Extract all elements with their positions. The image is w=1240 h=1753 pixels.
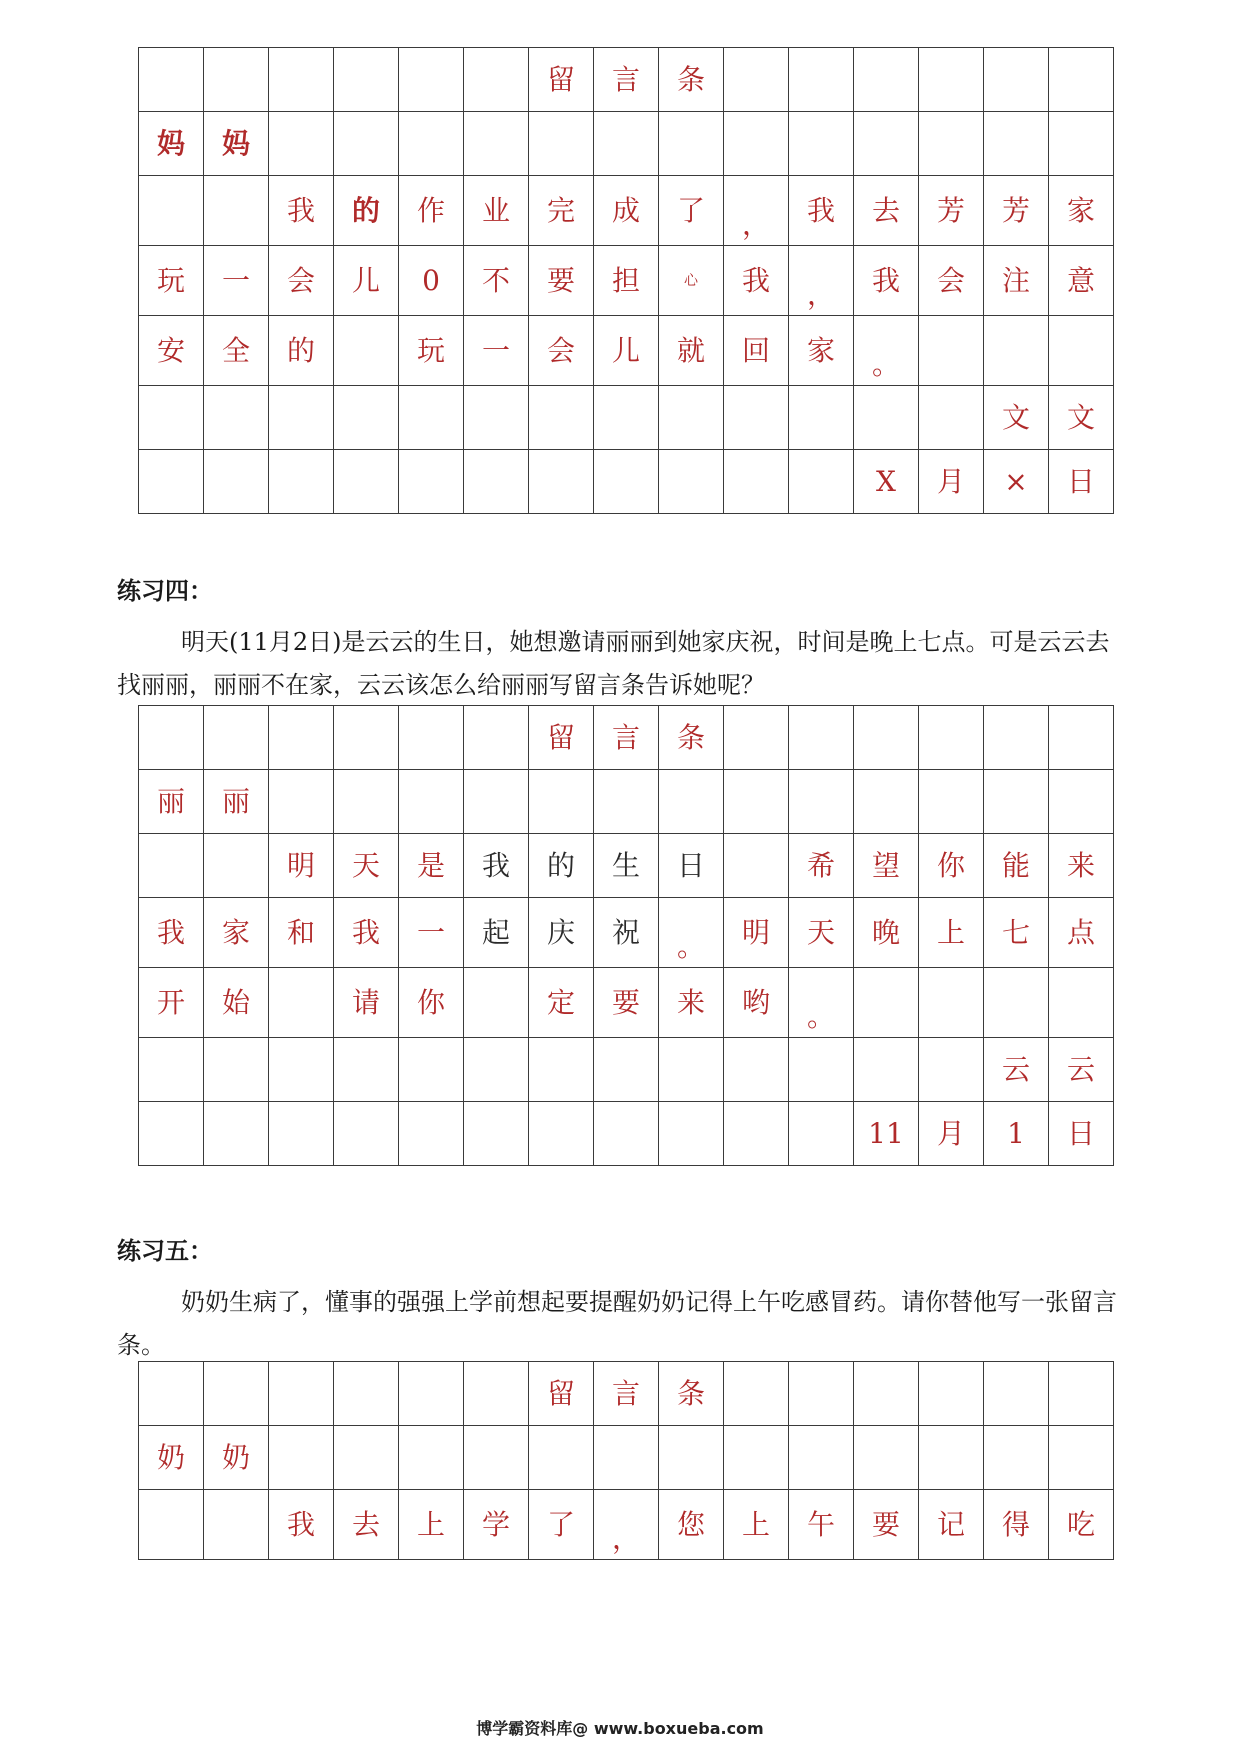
grid-cell bbox=[984, 112, 1049, 176]
grid-cell: 我 bbox=[139, 898, 204, 968]
grid-cell: 家 bbox=[1049, 176, 1114, 246]
grid-cell bbox=[1049, 1362, 1114, 1426]
grid-cell bbox=[984, 1426, 1049, 1490]
grid-cell bbox=[984, 770, 1049, 834]
grid-cell bbox=[269, 1426, 334, 1490]
grid-cell bbox=[204, 176, 269, 246]
grid-cell bbox=[789, 706, 854, 770]
grid-cell bbox=[334, 316, 399, 386]
grid-cell: ， bbox=[724, 176, 789, 246]
grid-cell bbox=[1049, 968, 1114, 1038]
grid-cell bbox=[334, 1102, 399, 1166]
grid-cell bbox=[919, 706, 984, 770]
grid-cell bbox=[854, 968, 919, 1038]
grid-cell: 我 bbox=[854, 246, 919, 316]
grid-cell bbox=[789, 386, 854, 450]
grid-cell bbox=[204, 1490, 269, 1560]
grid-cell bbox=[399, 386, 464, 450]
grid-cell bbox=[919, 1426, 984, 1490]
grid-cell bbox=[724, 770, 789, 834]
grid-cell: 点 bbox=[1049, 898, 1114, 968]
grid-cell: 是 bbox=[399, 834, 464, 898]
grid-row bbox=[139, 1490, 1114, 1560]
grid-cell: 言 bbox=[594, 48, 659, 112]
grid-cell: 我 bbox=[724, 246, 789, 316]
grid-row bbox=[139, 834, 1114, 898]
grid-cell: 日 bbox=[1049, 450, 1114, 514]
grid-cell bbox=[139, 176, 204, 246]
grid-cell bbox=[464, 48, 529, 112]
grid-cell: 芳 bbox=[919, 176, 984, 246]
grid-cell bbox=[399, 706, 464, 770]
grid-cell bbox=[984, 968, 1049, 1038]
grid-cell: 要 bbox=[594, 968, 659, 1038]
grid-cell bbox=[919, 1038, 984, 1102]
grid-cell: 始 bbox=[204, 968, 269, 1038]
grid-cell bbox=[204, 450, 269, 514]
grid-cell: 记 bbox=[919, 1490, 984, 1560]
grid-cell bbox=[464, 112, 529, 176]
grid-cell bbox=[594, 112, 659, 176]
grid-cell bbox=[854, 706, 919, 770]
grid-cell bbox=[399, 1038, 464, 1102]
exercise-5-prompt: 奶奶生病了，懂事的强强上学前想起要提醒奶奶记得上午吃感冒药。请你替他写一张留言条。 bbox=[117, 1288, 1117, 1359]
exercise-5-heading: 练习五： bbox=[117, 1237, 213, 1265]
grid-cell bbox=[854, 1426, 919, 1490]
grid-cell bbox=[594, 1102, 659, 1166]
grid-cell bbox=[789, 770, 854, 834]
grid-cell bbox=[464, 450, 529, 514]
grid-cell: 心 bbox=[659, 246, 724, 316]
grid-cell bbox=[789, 1038, 854, 1102]
grid-cell: 生 bbox=[594, 834, 659, 898]
grid-cell: 明 bbox=[724, 898, 789, 968]
grid-cell bbox=[594, 1426, 659, 1490]
grid-cell: 月 bbox=[919, 450, 984, 514]
grid-cell: 回 bbox=[724, 316, 789, 386]
grid-cell bbox=[724, 706, 789, 770]
grid-cell bbox=[399, 112, 464, 176]
grid-cell bbox=[724, 1102, 789, 1166]
grid-cell bbox=[659, 1426, 724, 1490]
grid-cell: 丽 bbox=[139, 770, 204, 834]
grid-cell bbox=[399, 450, 464, 514]
grid-cell bbox=[464, 1102, 529, 1166]
grid-cell bbox=[919, 968, 984, 1038]
grid-cell bbox=[919, 112, 984, 176]
grid-cell bbox=[724, 1038, 789, 1102]
grid-cell bbox=[399, 48, 464, 112]
grid-row bbox=[139, 770, 1114, 834]
grid-cell bbox=[724, 1362, 789, 1426]
grid-cell bbox=[789, 48, 854, 112]
grid-cell bbox=[984, 1362, 1049, 1426]
grid-cell bbox=[204, 1362, 269, 1426]
grid-cell: 日 bbox=[1049, 1102, 1114, 1166]
grid-cell: 我 bbox=[269, 176, 334, 246]
grid-cell: 望 bbox=[854, 834, 919, 898]
grid-cell: 月 bbox=[919, 1102, 984, 1166]
grid-cell: 家 bbox=[204, 898, 269, 968]
grid-cell bbox=[334, 770, 399, 834]
grid-cell: 日 bbox=[659, 834, 724, 898]
grid-row bbox=[139, 386, 1114, 450]
grid-cell: 开 bbox=[139, 968, 204, 1038]
grid-cell: 去 bbox=[854, 176, 919, 246]
grid-cell: 条 bbox=[659, 706, 724, 770]
grid-cell: 我 bbox=[334, 898, 399, 968]
grid-cell bbox=[464, 386, 529, 450]
grid-cell: 11 bbox=[854, 1102, 919, 1166]
grid-cell: 去 bbox=[334, 1490, 399, 1560]
grid-cell bbox=[139, 386, 204, 450]
practice-grid-1 bbox=[138, 47, 1114, 514]
grid-cell: 条 bbox=[659, 48, 724, 112]
grid-cell bbox=[854, 112, 919, 176]
grid-cell: 安 bbox=[139, 316, 204, 386]
grid-cell bbox=[139, 1102, 204, 1166]
grid-cell bbox=[724, 834, 789, 898]
grid-cell bbox=[139, 48, 204, 112]
grid-cell bbox=[984, 48, 1049, 112]
grid-cell bbox=[789, 112, 854, 176]
grid-cell bbox=[269, 968, 334, 1038]
grid-cell bbox=[399, 1362, 464, 1426]
grid-row bbox=[139, 1102, 1114, 1166]
grid-cell bbox=[529, 386, 594, 450]
grid-cell: 注 bbox=[984, 246, 1049, 316]
grid-cell: 1 bbox=[984, 1102, 1049, 1166]
grid-row bbox=[139, 176, 1114, 246]
grid-cell bbox=[334, 386, 399, 450]
grid-cell bbox=[594, 770, 659, 834]
grid-cell bbox=[529, 450, 594, 514]
grid-cell: 玩 bbox=[139, 246, 204, 316]
grid-cell bbox=[464, 706, 529, 770]
grid-cell: 完 bbox=[529, 176, 594, 246]
grid-cell bbox=[854, 770, 919, 834]
grid-cell bbox=[139, 834, 204, 898]
grid-cell: 天 bbox=[789, 898, 854, 968]
grid-row bbox=[139, 706, 1114, 770]
grid-cell bbox=[204, 834, 269, 898]
grid-cell: 上 bbox=[399, 1490, 464, 1560]
grid-cell bbox=[789, 1102, 854, 1166]
grid-cell bbox=[724, 112, 789, 176]
grid-cell bbox=[919, 48, 984, 112]
grid-cell bbox=[204, 48, 269, 112]
grid-cell: 学 bbox=[464, 1490, 529, 1560]
footer-watermark: 博学霸资料库@ www.boxueba.com bbox=[476, 1719, 764, 1738]
grid-cell: 了 bbox=[529, 1490, 594, 1560]
grid-cell: 文 bbox=[984, 386, 1049, 450]
grid-cell: 芳 bbox=[984, 176, 1049, 246]
grid-cell: 。 bbox=[854, 316, 919, 386]
grid-cell bbox=[399, 1102, 464, 1166]
grid-cell bbox=[139, 1362, 204, 1426]
grid-cell bbox=[334, 1362, 399, 1426]
grid-cell bbox=[269, 1102, 334, 1166]
grid-cell: X bbox=[854, 450, 919, 514]
grid-cell: 会 bbox=[529, 316, 594, 386]
grid-cell bbox=[724, 48, 789, 112]
grid-cell bbox=[854, 1038, 919, 1102]
grid-row bbox=[139, 968, 1114, 1038]
grid-cell bbox=[1049, 316, 1114, 386]
grid-cell: 儿 bbox=[594, 316, 659, 386]
grid-cell: 您 bbox=[659, 1490, 724, 1560]
grid-cell: 你 bbox=[399, 968, 464, 1038]
grid-cell: 定 bbox=[529, 968, 594, 1038]
grid-cell: 明 bbox=[269, 834, 334, 898]
grid-cell: 全 bbox=[204, 316, 269, 386]
grid-cell: 不 bbox=[464, 246, 529, 316]
grid-row bbox=[139, 450, 1114, 514]
grid-cell bbox=[919, 386, 984, 450]
grid-cell: 家 bbox=[789, 316, 854, 386]
grid-cell bbox=[1049, 770, 1114, 834]
grid-row bbox=[139, 1038, 1114, 1102]
grid-cell: × bbox=[984, 450, 1049, 514]
grid-cell: 晚 bbox=[854, 898, 919, 968]
grid-cell: 言 bbox=[594, 1362, 659, 1426]
grid-cell bbox=[724, 386, 789, 450]
grid-cell bbox=[204, 1038, 269, 1102]
grid-cell bbox=[659, 1038, 724, 1102]
grid-cell: 吃 bbox=[1049, 1490, 1114, 1560]
grid-cell: 留 bbox=[529, 48, 594, 112]
grid-cell: 和 bbox=[269, 898, 334, 968]
grid-cell bbox=[789, 1362, 854, 1426]
grid-cell bbox=[334, 706, 399, 770]
grid-cell: 一 bbox=[204, 246, 269, 316]
grid-cell: 祝 bbox=[594, 898, 659, 968]
grid-cell: 一 bbox=[464, 316, 529, 386]
grid-cell bbox=[529, 1038, 594, 1102]
grid-cell: 上 bbox=[724, 1490, 789, 1560]
grid-cell bbox=[269, 112, 334, 176]
exercise-4-heading: 练习四： bbox=[117, 577, 213, 605]
grid-cell: 希 bbox=[789, 834, 854, 898]
grid-cell: 业 bbox=[464, 176, 529, 246]
practice-grid-3 bbox=[138, 1361, 1114, 1560]
practice-grid-2 bbox=[138, 705, 1114, 1166]
grid-cell: 云 bbox=[984, 1038, 1049, 1102]
grid-cell bbox=[334, 1426, 399, 1490]
grid-cell: 0 bbox=[399, 246, 464, 316]
grid-cell bbox=[659, 386, 724, 450]
grid-cell: 来 bbox=[1049, 834, 1114, 898]
grid-row bbox=[139, 316, 1114, 386]
grid-cell bbox=[919, 770, 984, 834]
grid-row bbox=[139, 898, 1114, 968]
grid-cell: 七 bbox=[984, 898, 1049, 968]
grid-cell bbox=[984, 316, 1049, 386]
grid-cell bbox=[139, 450, 204, 514]
grid-cell bbox=[659, 112, 724, 176]
grid-cell: 庆 bbox=[529, 898, 594, 968]
grid-cell: 意 bbox=[1049, 246, 1114, 316]
grid-cell bbox=[659, 450, 724, 514]
grid-cell: 丽 bbox=[204, 770, 269, 834]
grid-cell bbox=[724, 1426, 789, 1490]
grid-row bbox=[139, 246, 1114, 316]
grid-cell: 言 bbox=[594, 706, 659, 770]
exercise-4-prompt: 明天(11月2日)是云云的生日，她想邀请丽丽到她家庆祝，时间是晚上七点。可是云云去找丽丽，丽丽不在家，云云该怎么给丽丽写留言条告诉她呢？ bbox=[117, 628, 1110, 699]
grid-cell: 玩 bbox=[399, 316, 464, 386]
grid-cell: 儿 bbox=[334, 246, 399, 316]
grid-cell: 奶 bbox=[139, 1426, 204, 1490]
grid-row bbox=[139, 112, 1114, 176]
grid-cell bbox=[789, 450, 854, 514]
grid-cell: 妈 bbox=[204, 112, 269, 176]
grid-cell: 云 bbox=[1049, 1038, 1114, 1102]
grid-cell: 的 bbox=[529, 834, 594, 898]
grid-cell: 一 bbox=[399, 898, 464, 968]
grid-cell: 。 bbox=[659, 898, 724, 968]
grid-cell: 能 bbox=[984, 834, 1049, 898]
grid-cell: 哟 bbox=[724, 968, 789, 1038]
grid-cell bbox=[1049, 48, 1114, 112]
grid-cell bbox=[464, 1426, 529, 1490]
grid-cell: 会 bbox=[919, 246, 984, 316]
grid-cell bbox=[269, 706, 334, 770]
grid-cell bbox=[399, 1426, 464, 1490]
grid-cell bbox=[854, 48, 919, 112]
grid-cell bbox=[529, 1102, 594, 1166]
grid-cell bbox=[269, 1362, 334, 1426]
grid-cell bbox=[659, 770, 724, 834]
grid-cell bbox=[204, 1102, 269, 1166]
grid-cell bbox=[1049, 1426, 1114, 1490]
grid-cell bbox=[659, 1102, 724, 1166]
grid-cell bbox=[269, 1038, 334, 1102]
grid-cell bbox=[269, 450, 334, 514]
grid-cell: 要 bbox=[529, 246, 594, 316]
grid-cell bbox=[464, 1038, 529, 1102]
grid-row bbox=[139, 1426, 1114, 1490]
grid-cell: 条 bbox=[659, 1362, 724, 1426]
grid-cell: 文 bbox=[1049, 386, 1114, 450]
grid-cell bbox=[919, 316, 984, 386]
grid-cell bbox=[334, 1038, 399, 1102]
grid-cell bbox=[594, 386, 659, 450]
grid-cell: 留 bbox=[529, 1362, 594, 1426]
grid-cell: 得 bbox=[984, 1490, 1049, 1560]
grid-cell bbox=[854, 386, 919, 450]
grid-cell: 作 bbox=[399, 176, 464, 246]
grid-cell: 我 bbox=[789, 176, 854, 246]
grid-cell: 你 bbox=[919, 834, 984, 898]
grid-cell bbox=[529, 112, 594, 176]
grid-cell bbox=[334, 450, 399, 514]
grid-cell bbox=[594, 1038, 659, 1102]
grid-cell bbox=[269, 770, 334, 834]
grid-cell: 。 bbox=[789, 968, 854, 1038]
grid-cell: ， bbox=[789, 246, 854, 316]
grid-cell: ， bbox=[594, 1490, 659, 1560]
grid-cell bbox=[594, 450, 659, 514]
grid-cell bbox=[529, 770, 594, 834]
grid-cell: 妈 bbox=[139, 112, 204, 176]
grid-row bbox=[139, 48, 1114, 112]
grid-cell bbox=[464, 1362, 529, 1426]
grid-cell bbox=[854, 1362, 919, 1426]
grid-cell bbox=[399, 770, 464, 834]
grid-cell: 起 bbox=[464, 898, 529, 968]
grid-cell: 我 bbox=[269, 1490, 334, 1560]
grid-cell bbox=[529, 1426, 594, 1490]
grid-cell bbox=[269, 48, 334, 112]
grid-row bbox=[139, 1362, 1114, 1426]
grid-cell: 留 bbox=[529, 706, 594, 770]
grid-cell bbox=[139, 1490, 204, 1560]
grid-cell bbox=[204, 386, 269, 450]
grid-cell bbox=[139, 1038, 204, 1102]
grid-cell bbox=[1049, 706, 1114, 770]
grid-cell bbox=[139, 706, 204, 770]
grid-cell bbox=[334, 48, 399, 112]
grid-cell bbox=[334, 112, 399, 176]
grid-cell bbox=[464, 770, 529, 834]
grid-cell: 担 bbox=[594, 246, 659, 316]
grid-cell: 奶 bbox=[204, 1426, 269, 1490]
grid-cell bbox=[269, 386, 334, 450]
grid-cell: 要 bbox=[854, 1490, 919, 1560]
grid-cell: 会 bbox=[269, 246, 334, 316]
grid-cell bbox=[724, 450, 789, 514]
grid-cell bbox=[984, 706, 1049, 770]
grid-cell: 的 bbox=[269, 316, 334, 386]
grid-cell bbox=[789, 1426, 854, 1490]
grid-cell: 天 bbox=[334, 834, 399, 898]
grid-cell: 就 bbox=[659, 316, 724, 386]
grid-cell: 午 bbox=[789, 1490, 854, 1560]
grid-cell bbox=[919, 1362, 984, 1426]
grid-cell: 成 bbox=[594, 176, 659, 246]
grid-cell bbox=[1049, 112, 1114, 176]
grid-cell: 了 bbox=[659, 176, 724, 246]
grid-cell bbox=[204, 706, 269, 770]
grid-cell: 来 bbox=[659, 968, 724, 1038]
grid-cell bbox=[464, 968, 529, 1038]
grid-cell: 的 bbox=[334, 176, 399, 246]
grid-cell: 请 bbox=[334, 968, 399, 1038]
grid-cell: 我 bbox=[464, 834, 529, 898]
grid-cell: 上 bbox=[919, 898, 984, 968]
